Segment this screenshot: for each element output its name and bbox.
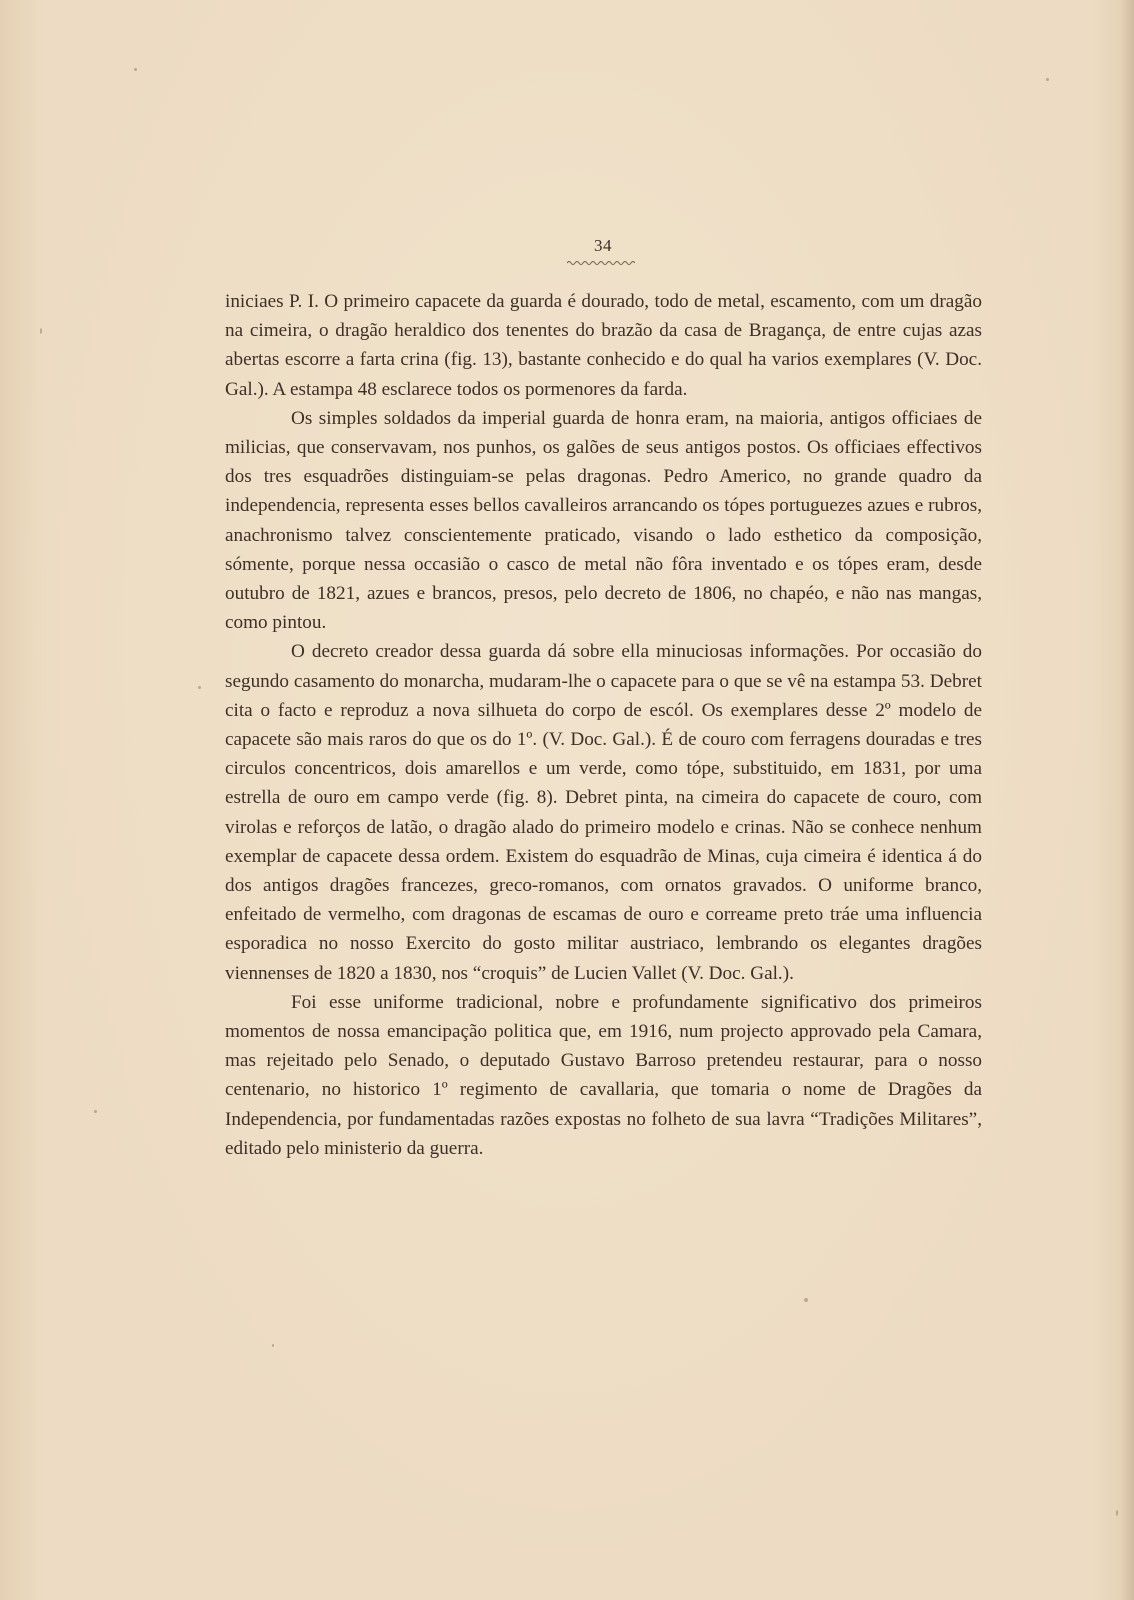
paper-speck	[198, 686, 201, 689]
paper-speck	[134, 68, 137, 71]
page-number: 34	[594, 236, 612, 255]
paper-speck	[804, 1298, 808, 1302]
paragraph: iniciaes P. I. O primeiro capacete da guarda é dourado, todo de metal, escamento, com um dragão na cimeira, o dragão heraldico dos tenentes do brazão da casa de Bragança, de entre cujas azas abertas escorre a farta crina (fig. 13), bastante conhecido e do qual ha varios exemplares (V. Doc. Gal.). A estampa 48 esclarece todos os pormenores da farda.	[225, 291, 982, 400]
paragraph: Os simples soldados da imperial guarda de honra eram, na maioria, antigos officiaes de milicias, que conservavam, nos punhos, os galões de seus antigos postos. Os officiaes effectivos dos tres esquadrões distinguiam-se pelas dragonas. Pedro Americo, no grande quadro da independencia, representa esses bellos cavalleiros arrancando os tópes portuguezes azues e rubros, anachronismo talvez conscientemente praticado, visando o lado esthetico da composição, sómente, porque nessa occasião o casco de metal não fôra inventado e os tópes eram, desde outubro de 1821, azues e brancos, presos, pelo decreto de 1806, no chapéo, e não nas mangas, como pintou.	[225, 407, 982, 634]
paragraph: O decreto creador dessa guarda dá sobre ella minuciosas informações. Por occasião do segundo casamento do monarcha, mudaram-lhe o capacete para o que se vê na estampa 53. Debret cita o facto e reproduz a nova silhueta do corpo de escól. Os exemplares desse 2º modelo de capacete são mais raros do que os do 1º. (V. Doc. Gal.). É de couro com ferragens douradas e tres circulos concentricos, dois amarellos e um verde, como tópe, substituido, em 1831, por uma estrella de ouro em campo verde (fig. 8). Debret pinta, na cimeira do capacete de couro, com virolas e reforços de latão, o dragão alado do primeiro modelo e crinas. Não se conhece nenhum exemplar de capacete dessa ordem. Existem do esquadrão de Minas, cuja cimeira é identica á do dos antigos dragões francezes, greco-romanos, com ornatos gravados. O uniforme branco, enfeitado de vermelho, com dragonas de escamas de ouro e correame preto tráe uma influencia esporadica no nosso Exercito do gosto militar austriaco, lembrando os elegantes dragões viennenses de 1820 a 1830, nos “croquis” de Lucien Vallet (V. Doc. Gal.).	[225, 641, 982, 984]
paper-speck	[94, 1110, 97, 1113]
body-text	[225, 287, 982, 1163]
wavy-underline-icon	[567, 260, 635, 266]
paper-speck	[1046, 78, 1049, 81]
paper-speck	[40, 328, 42, 334]
paper-speck	[1116, 1510, 1118, 1516]
paragraph: Foi esse uniforme tradicional, nobre e profundamente significativo dos primeiros momentos de nossa emancipação politica que, em 1916, num projecto approvado pela Camara, mas rejeitado pelo Senado, o deputado Gustavo Barroso pretendeu restaurar, para o nosso centenario, no historico 1º regimento de cavallaria, que tomaria o nome de Dragões da Independencia, por fundamentadas razões expostas no folheto de sua lavra “Tradições Militares”, editado pelo ministerio da guerra.	[225, 991, 982, 1159]
paper-speck	[272, 1344, 274, 1347]
